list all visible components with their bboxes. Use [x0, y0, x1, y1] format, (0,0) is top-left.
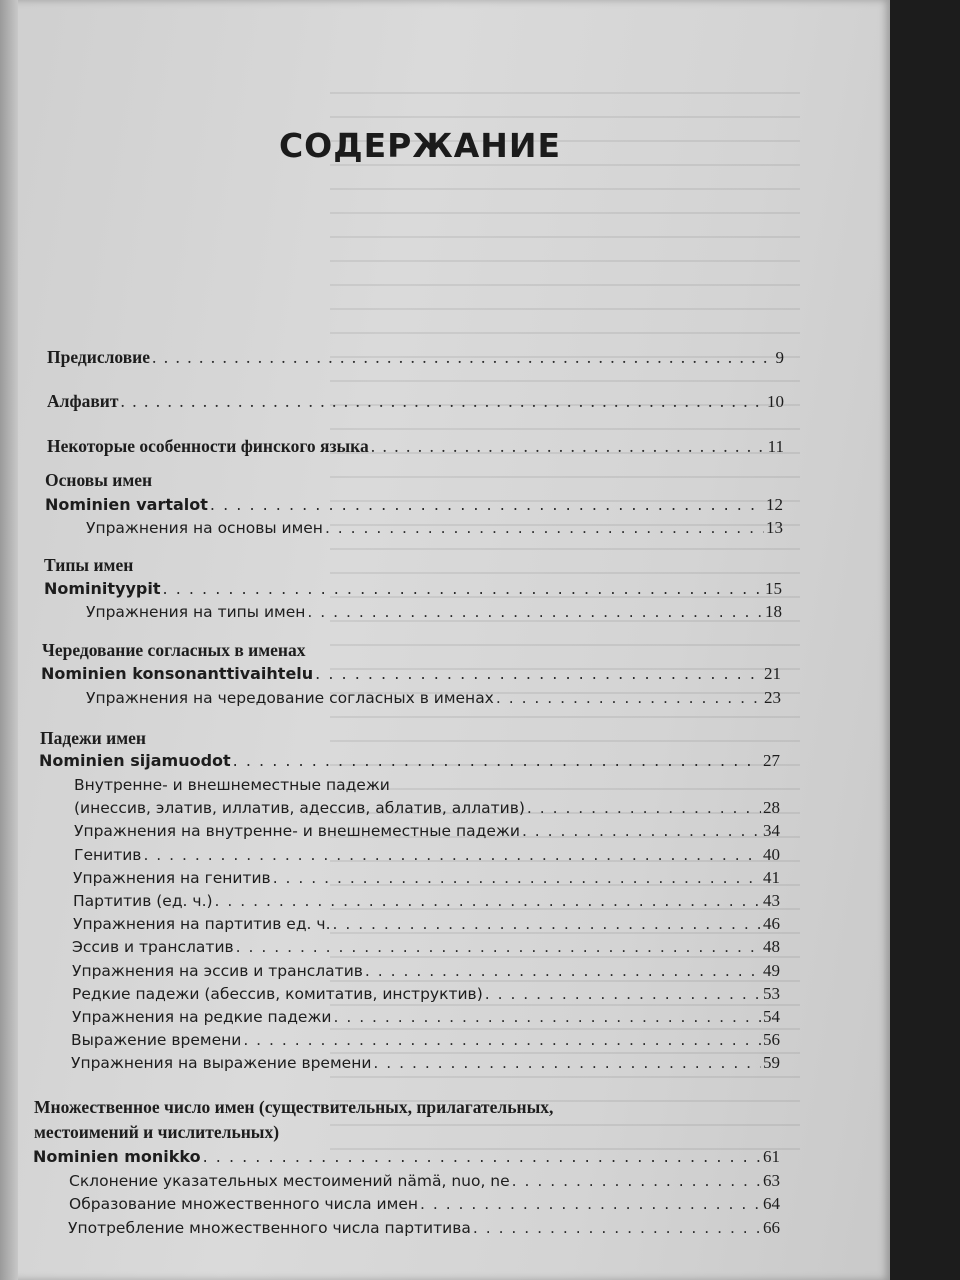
toc-entry-page: 56 [763, 1030, 780, 1049]
toc-entry [69, 1170, 780, 1192]
toc-entry [71, 1052, 780, 1074]
leader-dots [120, 390, 765, 412]
toc-entry-page: 13 [766, 518, 783, 537]
toc-section-heading: Типы имен [44, 555, 134, 575]
toc-entry-label: Упражнения на эссив и транслатив [72, 962, 363, 980]
toc-entry [74, 844, 780, 866]
toc-entry [73, 913, 780, 935]
leader-dots [315, 663, 762, 685]
toc-entry-label: (инессив, элатив, иллатив, адессив, аблатив, аллатив) [74, 799, 525, 817]
leader-dots [473, 1217, 761, 1239]
toc-entry-label: Упражнения на основы имен [86, 519, 323, 537]
toc-entry-page: 66 [763, 1218, 780, 1237]
toc-entry-label: Упражнения на типы имен [86, 603, 306, 621]
toc-entry [71, 1029, 780, 1051]
toc-entry [39, 750, 780, 772]
leader-dots [512, 1170, 761, 1192]
toc-entry-label: Nominien monikko [33, 1147, 201, 1166]
toc-entry [69, 1193, 780, 1215]
toc-entry-label: Упражнения на чередование согласных в именах [86, 689, 494, 707]
leader-dots [365, 960, 761, 982]
toc-entry-label: Упражнения на редкие падежи [72, 1008, 332, 1026]
toc-entry-page: 27 [763, 751, 780, 770]
leader-dots [496, 687, 762, 709]
toc-entry-label: Редкие падежи (абессив, комитатив, инструктив) [72, 985, 483, 1003]
toc-entry [41, 663, 781, 685]
leader-dots [420, 1193, 761, 1215]
leader-dots [333, 913, 762, 935]
leader-dots [236, 936, 761, 958]
leader-dots [373, 1052, 761, 1074]
toc-entry-page: 28 [763, 798, 780, 817]
toc-entry-label: Упражнения на генитив [73, 869, 271, 887]
toc-entry [74, 797, 780, 819]
toc-entry-page: 63 [763, 1171, 780, 1190]
leader-dots [143, 844, 761, 866]
leader-dots [210, 494, 764, 516]
toc-entry [47, 346, 784, 369]
toc-entry [73, 890, 780, 912]
toc-entry-page: 9 [775, 348, 784, 367]
toc-entry-label: Nominien vartalot [45, 495, 208, 514]
toc-entry-page: 53 [763, 984, 780, 1003]
leader-dots [527, 797, 761, 819]
toc-entry-label: Nominien sijamuodot [39, 751, 231, 770]
leader-dots [485, 983, 761, 1005]
toc-entry-label: Некоторые особенности финского языка [47, 436, 369, 456]
toc-entry-page: 48 [763, 937, 780, 956]
toc-entry-label: Выражение времени [71, 1031, 242, 1049]
toc-entry-page: 11 [767, 437, 784, 456]
toc-subheading: Внутренне- и внешнеместные падежи [74, 776, 390, 794]
toc-entry-label: Партитив (ед. ч.) [73, 892, 213, 910]
toc-entry [72, 983, 780, 1005]
toc-entry-page: 64 [763, 1194, 780, 1213]
toc-entry [73, 867, 780, 889]
toc-entry-page: 43 [763, 891, 780, 910]
toc-entry [72, 1006, 780, 1028]
toc-entry-page: 59 [763, 1053, 780, 1072]
leader-dots [307, 601, 763, 623]
toc-entry-label: Генитив [74, 846, 142, 864]
toc-entry-page: 34 [763, 821, 780, 840]
toc-entry [72, 936, 780, 958]
toc-entry-label: Образование множественного числа имен [69, 1195, 418, 1213]
toc-entry-page: 41 [763, 868, 780, 887]
toc-entry [45, 494, 783, 516]
toc-entry-page: 49 [763, 961, 780, 980]
toc-entry-page: 46 [763, 914, 780, 933]
toc-entry [44, 578, 782, 600]
toc-entry [47, 390, 784, 413]
toc-section-heading: местоимений и числительных) [34, 1122, 280, 1142]
toc-section-heading: Падежи имен [40, 728, 146, 748]
toc-entry [86, 601, 782, 623]
leader-dots [522, 820, 761, 842]
toc-entry-page: 23 [764, 688, 781, 707]
toc-section-heading: Основы имен [45, 470, 153, 490]
toc-entry-page: 12 [766, 495, 783, 514]
leader-dots [273, 867, 761, 889]
toc-entry-label: Алфавит [47, 391, 119, 411]
leader-dots [152, 346, 773, 368]
toc-entry-label: Предисловие [47, 347, 151, 367]
toc-entry-page: 40 [763, 845, 780, 864]
toc-entry-label: Nominityypit [44, 579, 161, 598]
toc-entry [72, 960, 780, 982]
toc-entry [86, 687, 781, 709]
toc-entry [74, 820, 780, 842]
toc-entry-label: Эссив и транслатив [72, 938, 234, 956]
leader-dots [163, 578, 763, 600]
leader-dots [325, 517, 764, 539]
leader-dots [203, 1146, 761, 1168]
toc-section-heading: Чередование согласных в именах [42, 640, 306, 660]
leader-dots [215, 890, 761, 912]
toc-entry-label: Упражнения на выражение времени [71, 1054, 372, 1072]
toc-entry-label: Склонение указательных местоимений nämä, nuo, ne [69, 1172, 510, 1190]
toc-entry [47, 435, 784, 458]
toc-entry-page: 21 [764, 664, 781, 683]
toc-entry-page: 10 [767, 392, 784, 411]
leader-dots [233, 750, 761, 772]
toc-entry [68, 1217, 780, 1239]
leader-dots [333, 1006, 761, 1028]
toc-entry [86, 517, 783, 539]
toc-entry-label: Упражнения на партитив ед. ч. [73, 915, 331, 933]
toc-entry-page: 54 [763, 1007, 780, 1026]
toc-entry [33, 1146, 780, 1168]
page-title: СОДЕРЖАНИЕ [278, 126, 562, 165]
toc-entry-label: Упражнения на внутренне- и внешнеместные падежи [74, 822, 520, 840]
toc-entry-label: Nominien konsonanttivaihtelu [41, 664, 314, 683]
toc-entry-page: 15 [765, 579, 782, 598]
leader-dots [371, 435, 766, 457]
toc-entry-label: Употребление множественного числа партитива [68, 1219, 471, 1237]
toc-entry-page: 18 [765, 602, 782, 621]
leader-dots [243, 1029, 761, 1051]
toc-entry-page: 61 [763, 1147, 780, 1166]
toc-section-heading: Множественное число имен (существительных, прилагательных, [34, 1097, 554, 1117]
